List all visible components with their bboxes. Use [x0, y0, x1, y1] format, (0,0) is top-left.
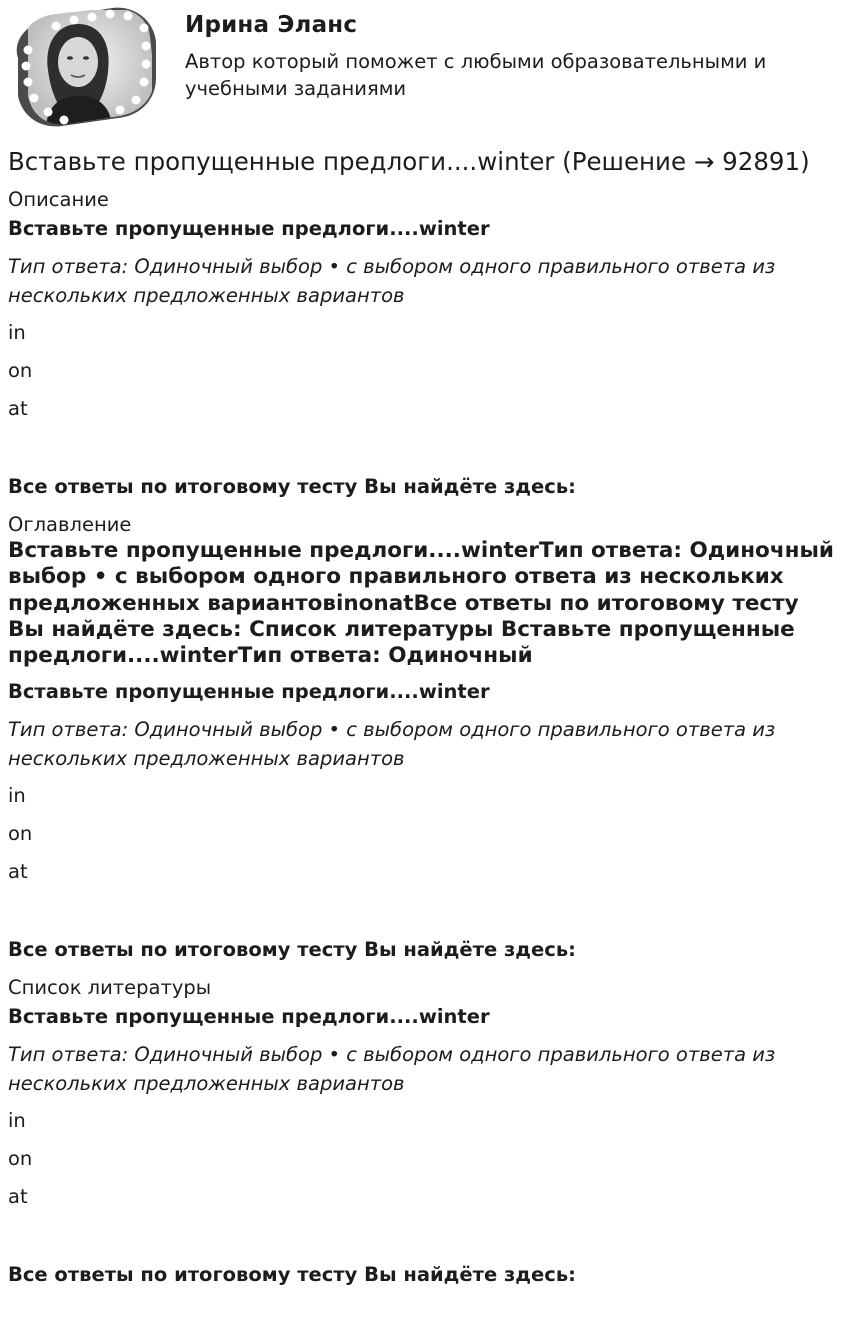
- answers-note: Все ответы по итоговому тесту Вы найдёте здесь:: [8, 938, 576, 962]
- answers-note: Все ответы по итоговому тесту Вы найдёте здесь:: [8, 1263, 576, 1287]
- author-info: [185, 12, 831, 102]
- author-header: [8, 0, 839, 135]
- answer-option: at: [8, 860, 28, 884]
- spacer: [8, 897, 839, 937]
- section-label-description: Описание: [8, 188, 109, 211]
- question-title: Вставьте пропущенные предлоги....winter: [8, 1005, 490, 1029]
- question-title: Вставьте пропущенные предлоги....winter: [8, 680, 490, 704]
- answer-option: on: [8, 1147, 33, 1171]
- toc-section: [8, 512, 839, 963]
- answer-option: in: [8, 321, 26, 344]
- answer-option: on: [8, 822, 33, 846]
- author-name[interactable]: Ирина Эланс: [185, 12, 358, 38]
- spacer: [8, 1222, 839, 1262]
- answers-note: Все ответы по итоговому тесту Вы найдёте здесь:: [8, 475, 576, 498]
- author-description: Автор который поможет с любыми образовательными и учебными заданиями: [185, 50, 767, 100]
- description-section: [8, 187, 839, 500]
- literature-section: [8, 975, 839, 1288]
- answer-type: Тип ответа: Одиночный выбор • с выбором одного правильного ответа из нескольких предложенных вариантов: [8, 718, 776, 771]
- answer-option: at: [8, 1185, 28, 1209]
- page-title: Вставьте пропущенные предлоги....winter (Решение → 92891): [8, 147, 810, 176]
- avatar[interactable]: [8, 0, 158, 128]
- answer-option: in: [8, 1109, 26, 1133]
- answer-type: Тип ответа: Одиночный выбор • с выбором одного правильного ответа из нескольких предложенных вариантов: [8, 255, 776, 307]
- question-title: Вставьте пропущенные предлоги....winter: [8, 217, 490, 240]
- toc-heading: Вставьте пропущенные предлоги....winterТип ответа: Одиночный выбор • с выбором одного правильного ответа из нескольких предложенных вариантовinonatВсе ответы по итоговому тесту Вы найдёте здесь: Список литературы Вставьте пропущенные предлоги....winterТип ответа: Одиночный: [8, 538, 834, 669]
- answer-type: Тип ответа: Одиночный выбор • с выбором одного правильного ответа из нескольких предложенных вариантов: [8, 1043, 776, 1096]
- section-label-toc: Оглавление: [8, 513, 132, 536]
- answer-option: on: [8, 359, 33, 382]
- section-label-literature: Список литературы: [8, 976, 212, 1000]
- spacer: [8, 434, 839, 474]
- answer-option: at: [8, 397, 28, 420]
- answer-option: in: [8, 784, 26, 808]
